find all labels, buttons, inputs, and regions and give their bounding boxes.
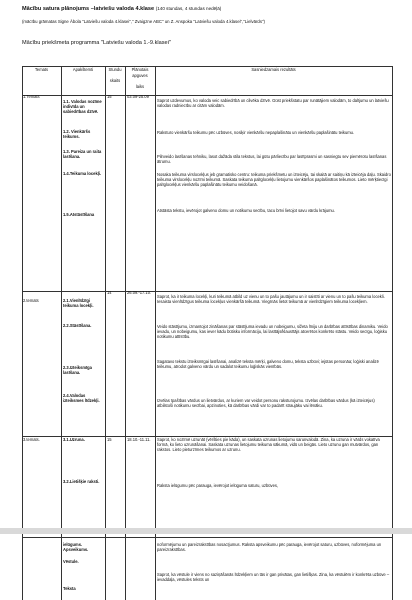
row2-time: 26.09.-17.10. [127,290,152,295]
row3-hours: 15 [107,437,112,442]
row2-result-2: Veido stāstījumu, izmantojot zināšanas par stāstījuma ievadu un nobeigumu, sižeta līniju un darbības attīstības dinamiku. Veido ievadu, un nobeigumu, kas iever kādu būtisku informāciju, lai lasītājs/klausītājs atcerētos konkrēto stāstu. Veido secīgu, loģisku notikumu attīstību. [157,324,388,339]
row2-subtopic-3: 2.3.Izteiksmīga lasīšana. [63,365,92,375]
row1-subtopic-3: 1.3. Pareiza un raita lasīšana. [63,149,102,159]
p2-subtopic-3: Teksta [63,586,76,591]
curriculum-table [22,66,392,528]
p2-subtopic-2: Vēstule. [63,559,79,564]
row1-result-3: Pilnveido lasīšanas tehniku, lasot dažāda stila tekstus, lai gūtu pārliecību par lasītprasmi un sasniegtu sev piemērotu lasīšanas ātrumu. [157,154,387,164]
row1-subtopic-2: 1.2. Vienkāršs teikums. [63,129,91,139]
page-2 [0,534,412,600]
row3-temats: 3.temats. [23,437,40,442]
row2-subtopic-2: 2.2.Stāstīšana. [63,323,92,328]
header-apakstemti: Apakštemti [72,67,94,72]
title-hours: (140 stundas, 4 stundas nedēļā) [155,6,222,11]
curriculum-table-continued [22,534,392,600]
p2-result-3: Saprot, ka vēstule ir viens no saziņāšanās līdzekļiem un tās ir gan privātas, gan lietišķas. Zina, ka vēstulēm ir konkrēta uzbūve – ievaddaļa, vēstules teksts un [157,572,390,582]
textbook-note: (mācību grāmatas Signe Ābola "Latviešu valoda 4.klasei"," Zvaigzne ABC" un Z. Anspoka "Latviešu valoda 4.klasei","Lielvārds") [22,19,265,24]
header-skaits: skaits [109,78,121,83]
row1-subtopic-1: 1.1. Valodas nozīme indivīda un sabiedrības dzīvē. [63,99,102,114]
program-title: Mācību priekšmeta programma "Latviešu valoda 1.-9.klasei" [22,40,171,46]
row2-result-4: Izvēlas īpašības vārdus un lietvārdus, ar kuriem var veidot personu raksturojumu. Izvēlas darbības vārdus (kā izteicējus) atbilstoši notikumu secībai, apzinoties, kā darbības vārdi var to padarīt straujāku vai lēnāku. [157,398,375,408]
header-laiks: laiks [135,84,145,89]
document-title [22,6,221,12]
header-temats: Temats [34,67,49,72]
header-planotais: Plānotais [131,67,149,72]
row3-result-1: Saprot, ko nozīmē uzrunāt (vēršties pie kāda), un saskata uzrunas lietojumu sarunvalodā. Zina, ka uzruna ir vārds vokatīva formā, ko lieto uzrunāšanai. Saskata uzrunas lietojumu teikuma sākumā, vidū un beigās. Lieto uzrunu gan mutvārdos, gan rakstos. Lieto pieturzīmes teikumos ar uzrunu. [157,437,380,452]
row1-subtopic-5: 1.5.Atstāstīšana [63,212,95,217]
row1-result-4: Nosaka teikuma virslocekļus jeb gramatisko centru: teikuma priekšmetu un izteicēju, tai skaitā ar saitiņu kā izteicēja daļu. Skaidro teikuma virslocekļu nozīmi teikumā. Saskata teikuma palīglocekļu lietojumu vienkāršos paplašinātos teikumos. Lieto mērķtiecīgi palīglocekļus vienkāršu paplašinātu teikumu veidošanā. [157,172,391,187]
header-sasniedzamais: Sasniedzamais rezultāts [251,67,296,72]
row2-subtopic-4: 2.4.Valodas izteiksmes līdzekļi. [63,393,100,403]
row2-subtopic-1: 2.1.Vienlīdzīgi teikuma locekļi. [63,298,94,308]
row1-hours: 15 [107,94,112,99]
row3-time: 18.10.-11.11. [127,437,151,442]
title-text: Mācību satura plānojums –latviešu valoda 4.klase [22,6,155,12]
header-stundu: Stundu [108,67,122,72]
row1-time: 03.09-25.09 [127,94,149,99]
row2-hours: 14 [107,290,112,295]
row2-result-3: Sagatavo tekstu izteiksmīgai lasīšanai, analizē teksta mērķi, galveno domu, teksta uzbūvi; iejūtas personāa; loģiski analizē teikumu, atrodot galveno vārdu un sadalot teikumu loģiskās vienībās. [157,359,379,369]
row3-subtopic-1: 3.1.Uzruna. [63,437,85,442]
row1-result-5: Atstāsta tekstu, ievērojot galveno domu un notikumu secību, tacu brīvi lietojot savu vārdu krājumu. [157,208,335,213]
row1-result-1: Saprot uzdevumus, ko valoda veic sabiedrībā un cilvēka dzīvē. Gūst priekšstatu par runātājiem valodām, to dalījumu un latviešu valodas radniecību ar citām valodām. [157,98,389,108]
row3-subtopic-2: 3.2.Lietišķie raksti. [63,479,100,484]
row1-subtopic-4: 1.4.Teikuma locekļi. [63,171,102,176]
row2-temats: 2.temats [23,298,39,303]
row2-result-1: Saprot, ka ir teikuma locekļi, kuri teikumā atbild uz vienu un to pašu jautājumu un ir saistīti ar vienu un to pašu teikuma locekli. Iesaista vienlīdzīgus teikuma locekļus vienkāršā teikumā. Viegrnās lietot teikumā ar vienlīdzīgiem teikuma locekļiem. [157,294,385,304]
p2-subtopic-1: ielūgums. Apsveikums. [63,542,89,552]
p2-result-1: noformējumu un pareizrakstības nosacījumus. Raksta apsveikumu pēc parauga, ievērojot saturu, uzbūves, noformējuma un pareizrakstības. [157,542,382,552]
row1-temats: 1.Temats [23,94,40,99]
header-apguves: apguves [132,73,148,78]
row3-result-2: Raksta ielūgumu pēc parauga, ievērojot ielūguma saturu, uzbūves, [157,483,279,488]
row1-result-2: Raksturo vienkāršu teikumu pēc uzbūves, nosiķir vienkāršu nepaplašinātu un vienkāršu paplašinātu teikumu. [157,130,355,135]
